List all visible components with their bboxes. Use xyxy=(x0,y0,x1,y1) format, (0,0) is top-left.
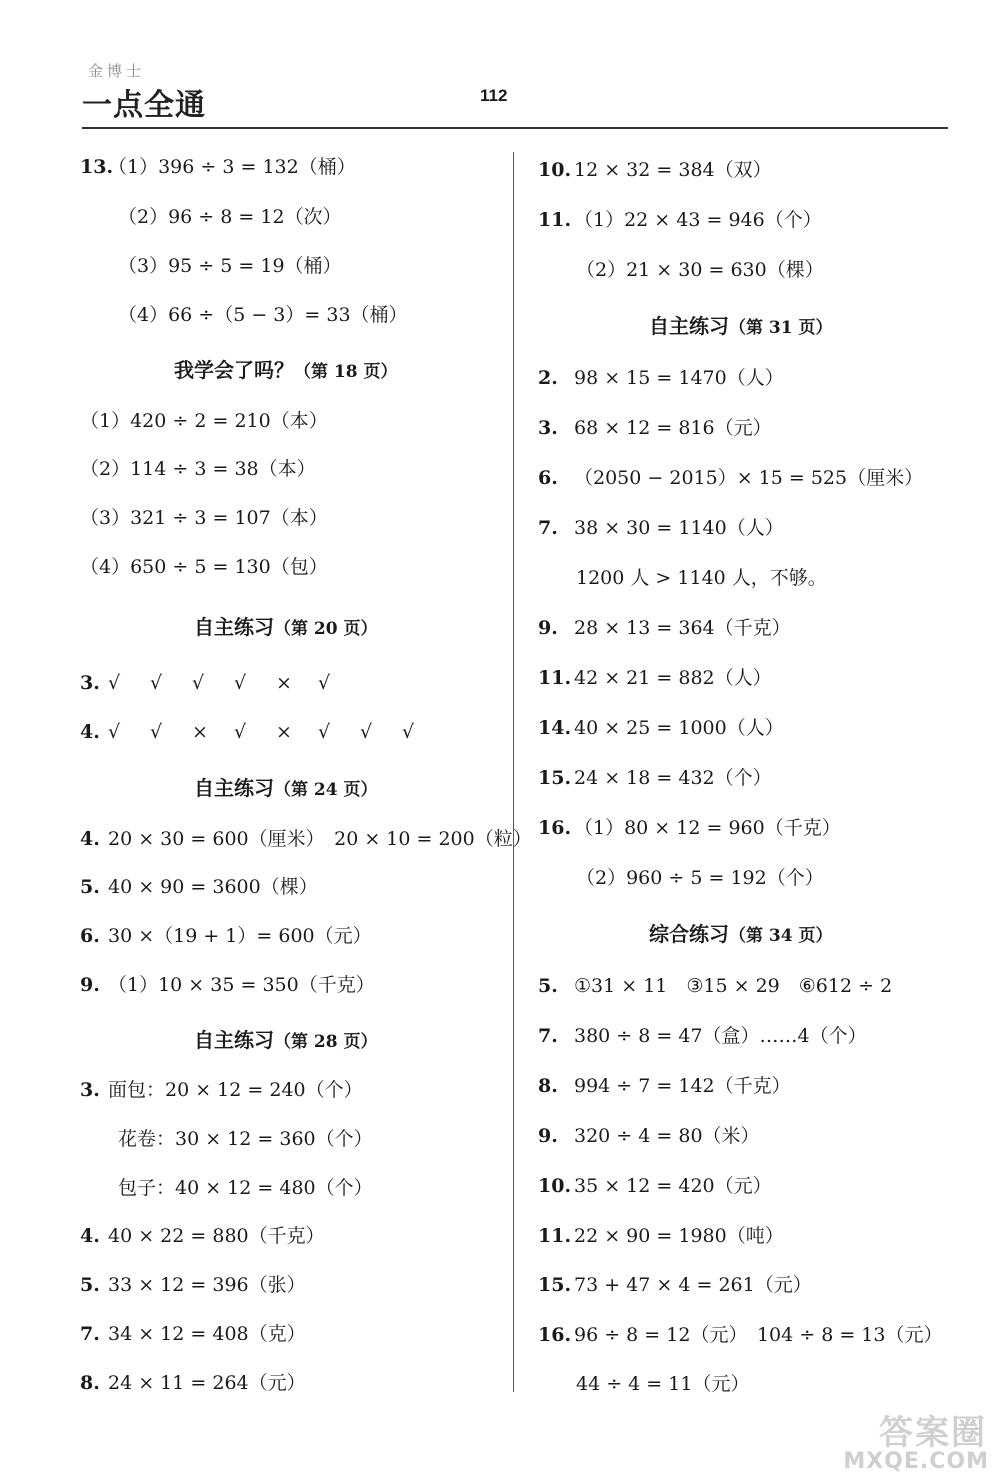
question-number: 16. xyxy=(538,817,572,839)
question-number: 3. xyxy=(538,417,558,439)
check-mark: √ xyxy=(108,721,121,743)
question-number: 8. xyxy=(80,1372,100,1394)
answer-text: 12 × 32 = 384（双） xyxy=(574,159,772,181)
answer-line xyxy=(118,205,342,229)
section-heading xyxy=(194,775,378,803)
answer-text: 380 ÷ 8 = 47（盒）……4（个） xyxy=(574,1025,867,1047)
question-number: 3. xyxy=(80,1079,100,1101)
answer-text: （2）21 × 30 = 630（棵） xyxy=(576,259,824,281)
answer-line xyxy=(576,258,824,282)
answer-line xyxy=(538,1174,772,1198)
question-number: 3. xyxy=(80,672,100,694)
answer-text: （1）22 × 43 = 946（个） xyxy=(574,209,822,231)
section-heading-title: 综合练习 xyxy=(649,922,729,946)
answer-line xyxy=(80,875,318,899)
answer-line xyxy=(118,1127,373,1151)
answer-text: 面包：20 × 12 = 240（个） xyxy=(108,1079,363,1101)
cross-mark: × xyxy=(276,672,292,694)
answer-text: 24 × 18 = 432（个） xyxy=(574,767,772,789)
question-number: 11. xyxy=(538,667,572,689)
check-mark: √ xyxy=(318,721,331,743)
answer-line xyxy=(538,616,791,640)
answer-text: （4）650 ÷ 5 = 130（包） xyxy=(80,556,328,578)
answer-text: 994 ÷ 7 = 142（千克） xyxy=(574,1075,791,1097)
answer-text: 320 ÷ 4 = 80（米） xyxy=(574,1125,760,1147)
question-number: 4. xyxy=(80,828,100,850)
question-number: 11. xyxy=(538,209,572,231)
answer-line xyxy=(80,555,328,579)
question-number: 2. xyxy=(538,367,558,389)
answer-line xyxy=(118,254,342,278)
answer-line xyxy=(538,466,923,490)
answer-text: （4）66 ÷（5 − 3）= 33（桶） xyxy=(118,304,408,326)
logo-top-text: 金博士 xyxy=(88,62,146,80)
answer-text: 1200 人 > 1140 人，不够。 xyxy=(576,567,827,589)
answer-line xyxy=(80,671,360,695)
cross-mark: × xyxy=(276,721,292,743)
answer-text: 24 × 11 = 264（元） xyxy=(108,1372,306,1394)
answer-line xyxy=(538,1124,760,1148)
question-number: 10. xyxy=(538,1175,572,1197)
section-heading-page-ref: （第 24 页） xyxy=(274,780,378,800)
answer-line xyxy=(80,506,328,530)
answer-line xyxy=(80,1322,306,1346)
section-heading-title: 我学会了吗？ xyxy=(174,358,294,382)
section-heading-title: 自主练习 xyxy=(194,615,274,639)
answer-line xyxy=(538,1224,784,1248)
question-number: 4. xyxy=(80,1225,100,1247)
answer-text: 96 ÷ 8 = 12（元） 104 ÷ 8 = 13（元） xyxy=(574,1324,943,1346)
answer-line xyxy=(538,1074,791,1098)
watermark-logo xyxy=(820,1405,995,1480)
section-heading xyxy=(649,313,833,341)
check-mark: √ xyxy=(234,721,247,743)
section-heading xyxy=(174,357,398,385)
answer-text: 20 × 30 = 600（厘米） 20 × 10 = 200（粒） xyxy=(108,828,532,850)
check-mark: √ xyxy=(150,721,163,743)
answer-text: 44 ÷ 4 = 11（元） xyxy=(576,1373,750,1395)
section-heading-page-ref: （第 28 页） xyxy=(274,1032,378,1052)
question-number: 15. xyxy=(538,1274,572,1296)
question-number: 7. xyxy=(538,1025,558,1047)
answer-text: ①31 × 11 ③15 × 29 ⑥612 ÷ 2 xyxy=(574,975,893,997)
answer-text: 包子：40 × 12 = 480（个） xyxy=(118,1177,373,1199)
answer-line xyxy=(538,1323,942,1347)
answer-text: 28 × 13 = 364（千克） xyxy=(574,617,791,639)
question-number: 14. xyxy=(538,717,572,739)
answer-line xyxy=(80,1371,306,1395)
section-heading xyxy=(194,1027,378,1055)
answer-text: （1）396 ÷ 3 = 132（桶） xyxy=(108,156,356,178)
answer-line xyxy=(576,1372,749,1396)
answer-text: 22 × 90 = 1980（吨） xyxy=(574,1225,784,1247)
answer-text: 40 × 90 = 3600（棵） xyxy=(108,876,318,898)
answer-line xyxy=(80,720,444,744)
cross-mark: × xyxy=(192,721,208,743)
answer-line xyxy=(538,158,772,182)
check-mark: √ xyxy=(234,672,247,694)
question-number: 5. xyxy=(80,1274,100,1296)
section-heading-title: 自主练习 xyxy=(649,314,729,338)
question-number: 15. xyxy=(538,767,572,789)
section-heading xyxy=(649,921,833,949)
answer-line xyxy=(538,666,772,690)
check-mark: √ xyxy=(108,672,121,694)
answer-text: 40 × 25 = 1000（人） xyxy=(574,717,784,739)
question-number: 10. xyxy=(538,159,572,181)
question-number: 8. xyxy=(538,1075,558,1097)
check-mark: √ xyxy=(318,672,331,694)
answer-line xyxy=(80,973,375,997)
question-number: 9. xyxy=(538,617,558,639)
question-number: 6. xyxy=(80,925,100,947)
question-number: 5. xyxy=(80,876,100,898)
answer-line xyxy=(538,1273,812,1297)
answer-text: 35 × 12 = 420（元） xyxy=(574,1175,772,1197)
section-heading-page-ref: （第 31 页） xyxy=(729,318,833,338)
answer-text: （3）95 ÷ 5 = 19（桶） xyxy=(118,255,342,277)
question-number: 5. xyxy=(538,975,558,997)
answer-text: （1）420 ÷ 2 = 210（本） xyxy=(80,410,328,432)
answer-text: （2050 − 2015）× 15 = 525（厘米） xyxy=(574,467,924,489)
answer-line xyxy=(80,1224,325,1248)
question-number: 13. xyxy=(80,156,114,178)
answer-line xyxy=(538,1024,867,1048)
section-heading xyxy=(194,614,378,642)
header-divider xyxy=(82,127,948,129)
section-heading-title: 自主练习 xyxy=(194,776,274,800)
answer-line xyxy=(80,1273,306,1297)
watermark-top-text: 答案圈 xyxy=(879,1413,987,1453)
answer-text: 花卷：30 × 12 = 360（个） xyxy=(118,1128,373,1150)
answer-line xyxy=(118,1176,373,1200)
publisher-logo xyxy=(82,58,232,123)
section-heading-page-ref: （第 18 页） xyxy=(294,362,398,382)
answer-text: 34 × 12 = 408（克） xyxy=(108,1323,306,1345)
answer-line xyxy=(538,716,784,740)
check-mark: √ xyxy=(360,721,373,743)
page-number: 112 xyxy=(480,86,508,105)
answer-text: 40 × 22 = 880（千克） xyxy=(108,1225,325,1247)
answer-text: 68 × 12 = 816（元） xyxy=(574,417,772,439)
answer-line xyxy=(538,208,822,232)
section-heading-page-ref: （第 20 页） xyxy=(274,619,378,639)
section-heading-title: 自主练习 xyxy=(194,1028,274,1052)
judgement-marks xyxy=(108,672,360,694)
page-header xyxy=(0,0,1000,135)
logo-main-text: 一点全通 xyxy=(82,88,206,123)
answer-line xyxy=(538,366,784,390)
answer-text: 30 ×（19 + 1）= 600（元） xyxy=(108,925,372,947)
answer-line xyxy=(80,827,532,851)
answer-line xyxy=(538,816,841,840)
answer-text: 38 × 30 = 1140（人） xyxy=(574,517,784,539)
answer-line xyxy=(538,766,772,790)
question-number: 16. xyxy=(538,1324,572,1346)
answer-line xyxy=(80,457,316,481)
section-heading-page-ref: （第 34 页） xyxy=(729,926,833,946)
answer-text: （3）321 ÷ 3 = 107（本） xyxy=(80,507,328,529)
answer-line xyxy=(538,516,784,540)
check-mark: √ xyxy=(192,672,205,694)
question-number: 7. xyxy=(80,1323,100,1345)
answer-text: （1）80 × 12 = 960（千克） xyxy=(574,817,841,839)
answer-text: 73 + 47 × 4 = 261（元） xyxy=(574,1274,812,1296)
check-mark: √ xyxy=(402,721,415,743)
answer-line xyxy=(576,566,827,590)
answer-line xyxy=(80,409,328,433)
question-number: 7. xyxy=(538,517,558,539)
question-number: 6. xyxy=(538,467,558,489)
question-number: 9. xyxy=(80,974,100,996)
answer-line xyxy=(80,155,356,179)
question-number: 11. xyxy=(538,1225,572,1247)
answer-text: （2）114 ÷ 3 = 38（本） xyxy=(80,458,316,480)
answer-text: 98 × 15 = 1470（人） xyxy=(574,367,784,389)
answer-text: （1）10 × 35 = 350（千克） xyxy=(108,974,375,996)
judgement-marks xyxy=(108,721,444,743)
answer-line xyxy=(80,924,372,948)
watermark-bottom-text: MXQE.COM xyxy=(843,1449,989,1474)
answer-text: （2）96 ÷ 8 = 12（次） xyxy=(118,206,342,228)
question-number: 9. xyxy=(538,1125,558,1147)
answer-text: （2）960 ÷ 5 = 192（个） xyxy=(576,867,824,889)
column-divider xyxy=(513,152,514,1392)
answer-line xyxy=(576,866,824,890)
answer-line xyxy=(538,416,772,440)
answer-text: 42 × 21 = 882（人） xyxy=(574,667,772,689)
answer-text: 33 × 12 = 396（张） xyxy=(108,1274,306,1296)
question-number: 4. xyxy=(80,721,100,743)
answer-line xyxy=(118,303,408,327)
answer-line xyxy=(538,974,892,998)
check-mark: √ xyxy=(150,672,163,694)
answer-line xyxy=(80,1078,363,1102)
